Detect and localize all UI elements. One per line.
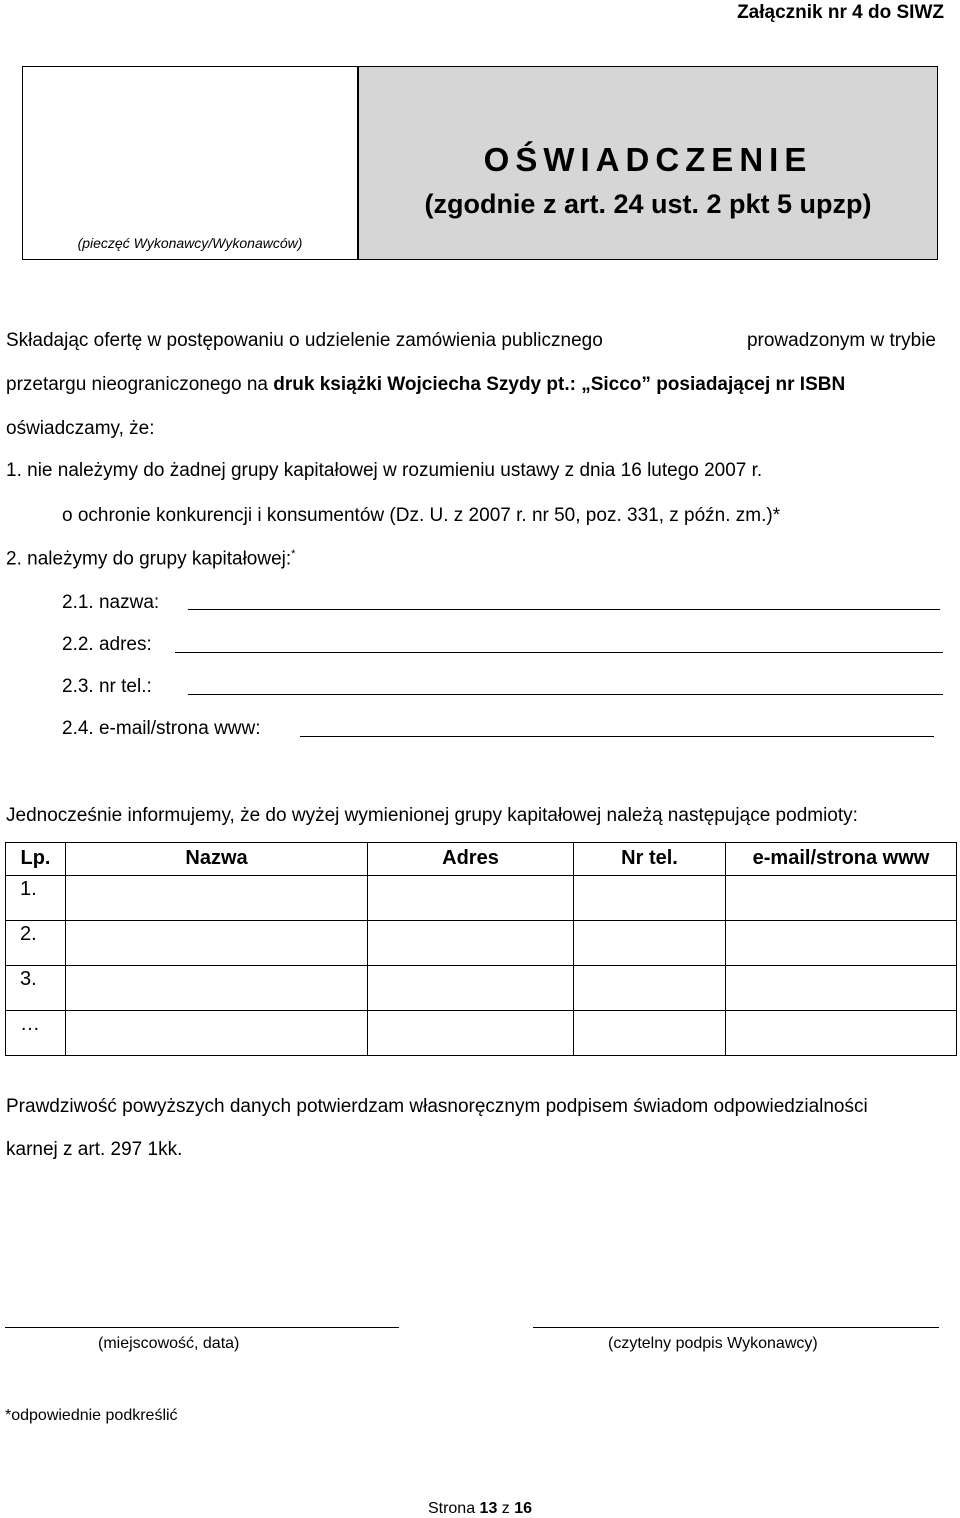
cell-email[interactable] [726, 921, 957, 966]
entities-table [5, 842, 957, 1056]
header-box [22, 66, 938, 260]
signature-line[interactable] [533, 1327, 939, 1328]
table-row [6, 1011, 957, 1056]
intro-line-1-right: prowadzonym w trybie [746, 330, 936, 351]
cell-email[interactable] [726, 1011, 957, 1056]
title-area [359, 67, 937, 259]
row-number: … [6, 1011, 66, 1056]
document-subtitle: (zgodnie z art. 24 ust. 2 pkt 5 upzp) [424, 189, 872, 219]
attachment-label: Załącznik nr 4 do SIWZ [737, 2, 944, 23]
intro-line-2-plain: przetargu nieograniczonego na [6, 374, 274, 395]
item-1-line-1: 1. nie należymy do żadnej grupy kapitałowej w rozumieniu ustawy z dnia 16 lutego 2007 r. [6, 460, 763, 481]
cell-name[interactable] [66, 921, 368, 966]
cell-address[interactable] [368, 1011, 574, 1056]
intro-line-2-bold: druk książki Wojciecha Szydy pt.: „Sicco” posiadającej nr ISBN [273, 374, 846, 395]
cell-phone[interactable] [574, 921, 726, 966]
signature-label: (czytelny podpis Wykonawcy) [608, 1335, 818, 1352]
page-footer [0, 1500, 960, 1518]
cell-address[interactable] [368, 876, 574, 921]
cell-name[interactable] [66, 1011, 368, 1056]
page-separator: z [501, 1500, 510, 1517]
intro-line-1-left: Składając ofertę w postępowaniu o udzielenie zamówienia publicznego [6, 330, 603, 351]
item-2-text: 2. należymy do grupy kapitałowej: [6, 548, 292, 570]
sub-item-email: 2.4. e-mail/strona www: [62, 718, 261, 739]
cell-name[interactable] [66, 876, 368, 921]
table-header-row [6, 843, 957, 876]
header-name: Nazwa [66, 843, 368, 876]
sub-item-phone: 2.3. nr tel.: [62, 676, 152, 697]
cell-phone[interactable] [574, 1011, 726, 1056]
cell-phone[interactable] [574, 966, 726, 1011]
intro-line-2 [6, 374, 845, 396]
footnote: *odpowiednie podkreślić [5, 1407, 178, 1424]
table-row [6, 966, 957, 1011]
cell-address[interactable] [368, 966, 574, 1011]
header-lp: Lp. [6, 843, 66, 876]
page-prefix: Strona [427, 1500, 476, 1517]
email-fill-line[interactable] [300, 736, 934, 737]
header-phone: Nr tel. [574, 843, 726, 876]
cell-email[interactable] [726, 876, 957, 921]
header-address: Adres [368, 843, 574, 876]
sub-item-name: 2.1. nazwa: [62, 592, 160, 613]
intro-line-3: oświadczamy, że: [6, 418, 155, 439]
table-row [6, 876, 957, 921]
item-2-footnote-mark: * [291, 548, 296, 560]
row-number: 3. [6, 966, 66, 1011]
stamp-label: (pieczęć Wykonawcy/Wykonawców) [77, 235, 303, 251]
cell-name[interactable] [66, 966, 368, 1011]
row-number: 1. [6, 876, 66, 921]
table-row [6, 921, 957, 966]
row-number: 2. [6, 921, 66, 966]
truth-statement-line-2: karnej z art. 297 1kk. [6, 1139, 183, 1160]
address-fill-line[interactable] [175, 652, 943, 653]
cell-phone[interactable] [574, 876, 726, 921]
place-date-line[interactable] [5, 1327, 399, 1328]
cell-address[interactable] [368, 921, 574, 966]
header-email: e-mail/strona www [726, 843, 957, 876]
page-current: 13 [479, 1500, 498, 1517]
stamp-area [23, 67, 359, 259]
intro-line-1 [6, 330, 936, 352]
name-fill-line[interactable] [188, 609, 940, 610]
item-1-line-2: o ochronie konkurencji i konsumentów (Dz. U. z 2007 r. nr 50, poz. 331, z późn. zm.)* [62, 505, 781, 526]
document-title: OŚWIADCZENIE [483, 141, 813, 178]
page-total: 16 [514, 1500, 533, 1517]
place-date-label: (miejscowość, data) [98, 1335, 240, 1352]
cell-email[interactable] [726, 966, 957, 1011]
sub-item-address: 2.2. adres: [62, 634, 152, 655]
truth-statement-line-1: Prawdziwość powyższych danych potwierdzam własnoręcznym podpisem świadom odpowiedzialności [6, 1096, 868, 1117]
phone-fill-line[interactable] [188, 694, 943, 695]
info-line: Jednocześnie informujemy, że do wyżej wymienionej grupy kapitałowej należą następujące podmioty: [6, 805, 858, 826]
item-2 [6, 548, 295, 570]
